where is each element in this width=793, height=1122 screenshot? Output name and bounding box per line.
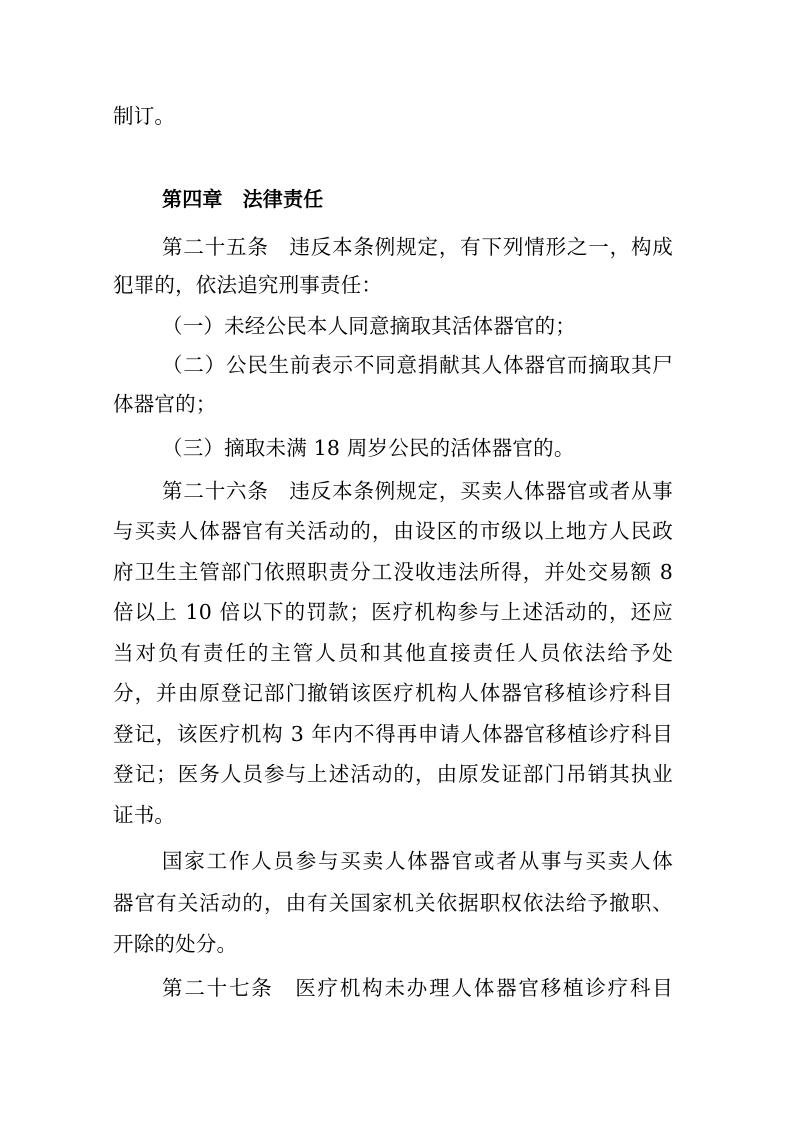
line-text: 犯罪的，依法追究刑事责任：: [113, 273, 383, 297]
line-text: 制订。: [113, 104, 176, 128]
line-text: 违反本条例规定，买卖人体器官或者从事: [288, 479, 674, 503]
line-text: 医疗机构未办理人体器官移植诊疗科目: [293, 976, 673, 1000]
article-number: 第二十七条: [162, 976, 274, 1000]
line-text: 登记，该医疗机构 3 年内不得再申请人体器官移植诊疗科目: [113, 722, 673, 746]
line-text: （三）摘取未满 18 周岁公民的活体器官的。: [162, 436, 575, 460]
article-27-first-line: [162, 969, 673, 1007]
paragraph-line: [113, 553, 673, 591]
line-text: （二）公民生前表示不同意捐献其人体器官而摘取其尸: [162, 353, 673, 377]
article-26-first-line: [162, 472, 673, 510]
list-item-3: [162, 429, 673, 467]
chapter-number: 第四章: [162, 187, 223, 211]
chapter-heading: [162, 180, 673, 218]
line-text: 体器官的；: [113, 392, 217, 416]
paragraph-line: [113, 925, 673, 963]
line-text: 倍以上 10 倍以下的罚款；医疗机构参与上述活动的，还应: [113, 600, 673, 624]
line-text: 开除的处分。: [113, 932, 238, 956]
article-number: 第二十五条: [162, 235, 269, 259]
paragraph-line: [113, 884, 673, 922]
line-text: 违反本条例规定，有下列情形之一，构成: [288, 235, 674, 259]
paragraph-line: [113, 512, 673, 550]
article-number: 第二十六条: [162, 479, 269, 503]
paragraph-first-line: [162, 842, 673, 880]
line-text: （一）未经公民本人同意摘取其活体器官的；: [162, 314, 576, 338]
list-item-1: [162, 307, 673, 345]
paragraph-line: [113, 715, 673, 753]
line-text: 与买卖人体器官有关活动的，由设区的市级以上地方人民政: [113, 519, 673, 543]
line-text: 登记；医务人员参与上述活动的，由原发证部门吊销其执业: [113, 762, 673, 786]
paragraph-line: [113, 385, 673, 423]
paragraph-line: [113, 634, 673, 672]
line-text: 当对负有责任的主管人员和其他直接责任人员依法给予处: [113, 641, 673, 665]
line-text: 国家工作人员参与买卖人体器官或者从事与买卖人体: [162, 849, 673, 873]
paragraph-line: [113, 97, 673, 135]
list-item-2: [162, 346, 673, 384]
paragraph-line: [113, 593, 673, 631]
article-25-first-line: [162, 228, 673, 266]
line-text: 府卫生主管部门依照职责分工没收违法所得，并处交易额 8: [113, 560, 673, 584]
paragraph-line: [113, 755, 673, 793]
paragraph-line: [113, 266, 673, 304]
paragraph-line: [113, 796, 673, 834]
line-text: 器官有关活动的，由有关国家机关依据职权依法给予撤职、: [113, 891, 673, 915]
line-text: 分，并由原登记部门撤销该医疗机构人体器官移植诊疗科目: [113, 681, 673, 705]
chapter-title: 法律责任: [242, 187, 324, 211]
line-text: 证书。: [113, 803, 176, 827]
paragraph-line: [113, 674, 673, 712]
